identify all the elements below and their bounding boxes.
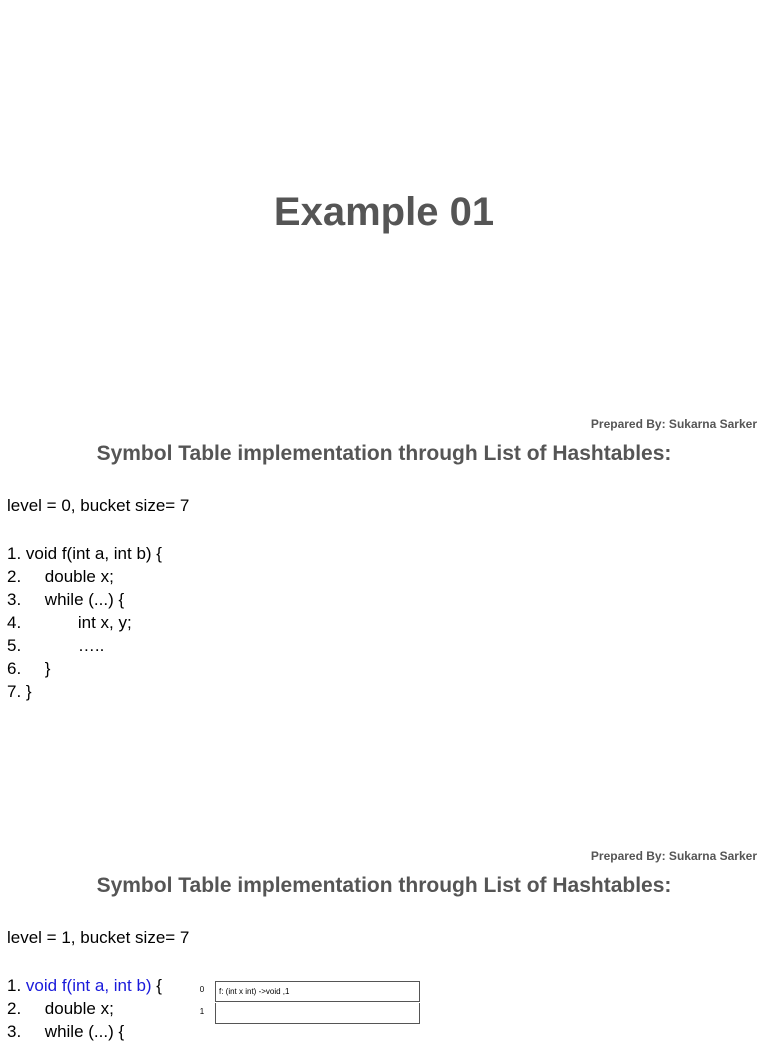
slide-level-0 — [0, 400, 768, 832]
code-text: } — [25, 682, 32, 701]
code-text: ….. — [77, 636, 105, 655]
code-line — [7, 634, 162, 657]
code-block — [7, 542, 162, 703]
line-number: 4. — [7, 613, 78, 632]
code-line — [7, 680, 162, 703]
code-line — [7, 542, 162, 565]
code-text: double x; — [44, 567, 114, 586]
code-text: while (...) { — [44, 590, 125, 609]
bucket-entry — [215, 1003, 420, 1024]
code-line — [7, 974, 162, 997]
bucket-index: 0 — [199, 985, 205, 994]
bucket-index: 1 — [199, 1007, 205, 1016]
line-number: 7. — [7, 682, 26, 701]
slide-level-1 — [0, 832, 768, 1041]
prepared-by: Prepared By: Sukarna Sarker — [590, 417, 757, 431]
slide-heading: Symbol Table implementation through List of Hashtables: — [96, 874, 672, 897]
highlighted-code: void f(int a, int b) — [25, 976, 152, 995]
code-line — [7, 565, 162, 588]
line-number: 3. — [7, 1022, 45, 1041]
line-number: 6. — [7, 659, 45, 678]
code-line — [7, 588, 162, 611]
bucket-entry: f: (int x int) ->void ,1 — [215, 981, 420, 1002]
slide-heading: Symbol Table implementation through List of Hashtables: — [96, 442, 672, 465]
line-number: 2. — [7, 567, 45, 586]
line-number: 1. — [7, 976, 26, 995]
code-text: { — [151, 976, 162, 995]
level-line: level = 0, bucket size= 7 — [7, 496, 190, 515]
code-line — [7, 657, 162, 680]
code-text: int x, y; — [77, 613, 132, 632]
code-line — [7, 1020, 162, 1043]
code-block — [7, 974, 162, 1043]
line-number: 3. — [7, 590, 45, 609]
slide-title — [0, 0, 768, 400]
line-number: 5. — [7, 636, 78, 655]
prepared-by: Prepared By: Sukarna Sarker — [590, 849, 757, 863]
code-text: } — [44, 659, 51, 678]
main-title: Example 01 — [273, 190, 495, 234]
code-text: double x; — [44, 999, 114, 1018]
code-text: while (...) { — [44, 1022, 125, 1041]
line-number: 2. — [7, 999, 45, 1018]
code-line — [7, 997, 162, 1020]
code-line — [7, 611, 162, 634]
code-text: void f(int a, int b) { — [25, 544, 162, 563]
level-line: level = 1, bucket size= 7 — [7, 928, 190, 947]
line-number: 1. — [7, 544, 26, 563]
